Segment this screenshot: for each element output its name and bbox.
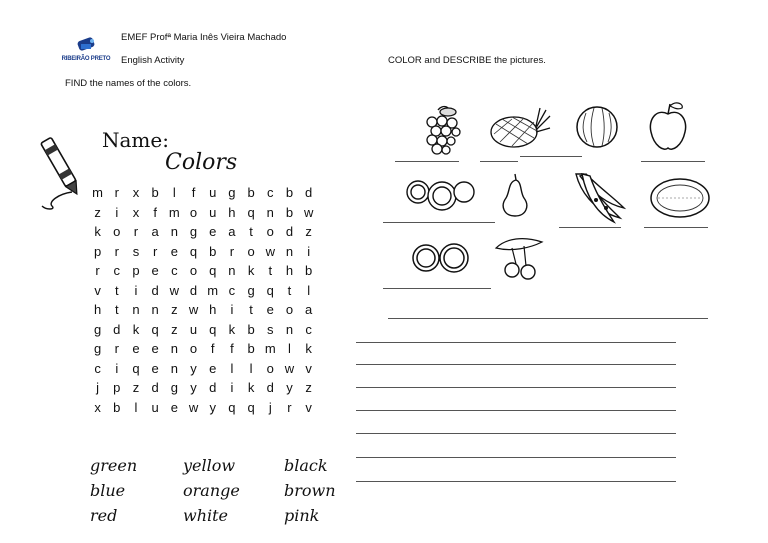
grid-letter[interactable]: n <box>170 360 178 376</box>
grid-row <box>88 339 318 359</box>
label-line-apple[interactable] <box>641 161 705 162</box>
grid-letter[interactable]: m <box>207 282 219 298</box>
grid-letter[interactable]: c <box>305 321 312 337</box>
grid-letter[interactable]: o <box>113 224 121 239</box>
cherries-icon <box>490 234 546 282</box>
word-search-grid <box>88 183 318 417</box>
grid-letter[interactable]: b <box>209 243 217 259</box>
grid-letter[interactable]: r <box>114 341 119 356</box>
crayon-icon <box>38 132 88 214</box>
grapes-icon <box>418 104 468 158</box>
lime-icon <box>410 240 472 276</box>
grid-letter[interactable]: w <box>303 204 314 220</box>
grid-letter[interactable]: z <box>305 224 312 239</box>
grid-letter[interactable]: b <box>285 185 294 200</box>
grid-letter[interactable]: b <box>285 204 294 220</box>
description-line[interactable] <box>356 433 676 434</box>
grid-letter[interactable]: q <box>189 243 198 259</box>
grid-letter[interactable]: o <box>266 224 274 239</box>
grid-letter[interactable]: j <box>96 380 100 395</box>
instruction-right: COLOR and DESCRIBE the pictures. <box>388 55 546 66</box>
grid-letter[interactable]: b <box>247 341 255 356</box>
description-line[interactable] <box>356 481 676 482</box>
grid-letter[interactable]: m <box>168 204 180 220</box>
grid-letter[interactable]: v <box>305 399 312 415</box>
label-line-orange-slices[interactable] <box>383 222 495 223</box>
word-yellow: yellow <box>183 456 236 475</box>
grid-letter[interactable]: e <box>266 302 274 317</box>
grid-letter[interactable]: w <box>265 243 275 259</box>
grid-letter[interactable]: x <box>94 399 101 415</box>
puzzle-title: Colors <box>165 150 238 175</box>
grid-letter[interactable]: n <box>285 243 294 259</box>
description-line[interactable] <box>356 410 676 411</box>
grid-letter[interactable]: q <box>247 399 255 415</box>
grid-letter[interactable]: t <box>114 282 119 298</box>
grid-letter[interactable]: f <box>210 341 215 356</box>
grid-letter[interactable]: c <box>171 263 178 278</box>
grid-letter[interactable]: k <box>132 321 140 337</box>
grid-letter[interactable]: a <box>151 224 159 239</box>
grid-letter[interactable]: a <box>305 302 313 317</box>
grid-row <box>88 398 318 418</box>
grid-letter[interactable]: r <box>152 243 158 259</box>
grid-letter[interactable]: z <box>132 380 140 395</box>
grid-letter[interactable]: n <box>266 204 274 220</box>
grid-letter[interactable]: o <box>285 302 294 317</box>
grid-letter[interactable]: q <box>247 204 255 220</box>
grid-letter[interactable]: l <box>134 399 138 415</box>
grid-letter[interactable]: e <box>170 399 178 415</box>
word-white: white <box>183 506 229 525</box>
grid-letter[interactable]: s <box>267 321 274 337</box>
grid-letter[interactable]: g <box>170 380 178 395</box>
label-line-grapes[interactable] <box>395 161 459 162</box>
grid-letter[interactable]: n <box>151 302 159 317</box>
word-brown: brown <box>284 481 336 500</box>
name-label: Name: <box>102 128 169 152</box>
banana-icon <box>570 170 628 224</box>
grid-letter[interactable]: d <box>113 321 121 337</box>
grid-letter[interactable]: p <box>113 380 121 395</box>
grid-letter[interactable]: e <box>151 263 159 278</box>
grid-letter[interactable]: l <box>172 185 176 200</box>
label-line-lime[interactable] <box>383 288 491 289</box>
grid-letter[interactable]: s <box>132 243 140 259</box>
grid-letter[interactable]: q <box>209 321 217 337</box>
grid-letter[interactable]: z <box>94 204 101 220</box>
grid-letter[interactable]: g <box>189 224 198 239</box>
logo-text: RIBEIRÃO PRETO <box>61 56 111 62</box>
description-line[interactable] <box>356 457 676 458</box>
label-line-pineapple[interactable] <box>480 161 518 162</box>
grid-letter[interactable]: o <box>189 263 198 278</box>
grid-letter[interactable]: r <box>133 224 139 239</box>
grid-letter[interactable]: r <box>287 399 292 415</box>
grid-letter[interactable]: f <box>153 204 157 220</box>
grid-letter[interactable]: o <box>266 360 274 376</box>
subject-label: English Activity <box>121 55 185 66</box>
grid-letter[interactable]: c <box>267 185 274 200</box>
grid-letter[interactable]: b <box>247 185 255 200</box>
description-line[interactable] <box>356 364 676 365</box>
grid-letter[interactable]: o <box>247 243 255 259</box>
label-line-melon[interactable] <box>644 227 708 228</box>
grid-letter[interactable]: d <box>151 380 159 395</box>
watermelon-icon <box>574 104 620 150</box>
word-pink: pink <box>284 506 320 525</box>
grid-letter[interactable]: w <box>169 282 180 298</box>
grid-letter[interactable]: w <box>188 302 199 317</box>
grid-letter[interactable]: i <box>230 380 234 395</box>
grid-letter[interactable]: z <box>171 321 178 337</box>
grid-letter[interactable]: b <box>151 185 159 200</box>
grid-letter[interactable]: b <box>305 263 313 278</box>
grid-letter[interactable]: y <box>286 380 293 395</box>
grid-letter[interactable]: j <box>268 399 272 415</box>
grid-letter[interactable]: h <box>209 302 217 317</box>
grid-letter[interactable]: f <box>191 185 196 200</box>
grid-letter[interactable]: y <box>190 380 197 395</box>
grid-letter[interactable]: d <box>209 380 217 395</box>
grid-letter[interactable]: v <box>305 360 312 376</box>
instruction-left: FIND the names of the colors. <box>65 78 192 89</box>
grid-letter[interactable]: h <box>285 263 294 278</box>
grid-letter[interactable]: o <box>189 341 198 356</box>
grid-letter[interactable]: m <box>264 341 276 356</box>
grid-letter[interactable]: q <box>266 282 274 298</box>
grid-letter[interactable]: v <box>94 282 101 298</box>
school-name: EMEF Profª Maria Inês Vieira Machado <box>121 32 287 43</box>
grid-letter[interactable]: r <box>114 243 119 259</box>
orange-slices-icon <box>404 176 476 214</box>
grid-letter[interactable]: m <box>92 185 104 200</box>
description-line[interactable] <box>356 342 676 343</box>
grid-letter[interactable]: r <box>114 185 119 200</box>
grid-letter[interactable]: c <box>94 360 101 376</box>
grid-letter[interactable]: p <box>132 263 140 278</box>
description-line[interactable] <box>388 318 708 319</box>
grid-letter[interactable]: z <box>305 380 312 395</box>
label-line-watermelon[interactable] <box>520 156 582 157</box>
grid-letter[interactable]: q <box>228 399 236 415</box>
grid-letter[interactable]: h <box>228 204 236 220</box>
description-line[interactable] <box>356 387 676 388</box>
grid-letter[interactable]: d <box>266 380 274 395</box>
grid-letter[interactable]: e <box>132 341 140 356</box>
grid-letter[interactable]: d <box>305 185 313 200</box>
grid-letter[interactable]: w <box>188 399 199 415</box>
grid-letter[interactable]: u <box>209 204 217 220</box>
grid-letter[interactable]: k <box>247 380 255 395</box>
grid-letter[interactable]: i <box>307 243 311 259</box>
grid-row <box>88 281 318 301</box>
grid-letter[interactable]: h <box>93 302 102 317</box>
grid-row <box>88 222 318 242</box>
grid-letter[interactable]: g <box>247 282 255 298</box>
grid-row <box>88 320 318 340</box>
word-green: green <box>90 456 138 475</box>
grid-letter[interactable]: i <box>134 282 138 298</box>
school-logo <box>58 36 114 70</box>
grid-letter[interactable]: i <box>115 204 119 220</box>
grid-letter[interactable]: e <box>209 224 217 239</box>
grid-row <box>88 359 318 379</box>
grid-letter[interactable]: l <box>249 360 253 376</box>
grid-letter[interactable]: z <box>171 302 178 317</box>
grid-letter[interactable]: y <box>190 360 197 376</box>
grid-letter[interactable]: u <box>209 185 217 200</box>
grid-letter[interactable]: c <box>228 282 236 298</box>
grid-letter[interactable]: u <box>189 321 198 337</box>
grid-letter[interactable]: d <box>285 224 294 239</box>
grid-letter[interactable]: k <box>305 341 312 356</box>
grid-letter[interactable]: n <box>170 224 178 239</box>
grid-letter[interactable]: q <box>209 263 217 278</box>
grid-letter[interactable]: d <box>151 282 159 298</box>
grid-letter[interactable]: w <box>284 360 295 376</box>
grid-letter[interactable]: f <box>230 341 234 356</box>
grid-row <box>88 203 318 223</box>
grid-letter[interactable]: t <box>249 224 253 239</box>
label-line-banana[interactable] <box>559 227 621 228</box>
grid-letter[interactable]: g <box>228 185 236 200</box>
grid-letter[interactable]: t <box>287 282 292 298</box>
grid-row <box>88 300 318 320</box>
grid-letter[interactable]: e <box>170 243 178 259</box>
melon-icon <box>648 176 712 220</box>
grid-letter[interactable]: u <box>151 399 159 415</box>
grid-letter[interactable]: l <box>230 360 234 376</box>
grid-letter[interactable]: n <box>170 341 178 356</box>
grid-letter[interactable]: i <box>230 302 234 317</box>
grid-letter[interactable]: b <box>113 399 121 415</box>
word-orange: orange <box>183 481 240 500</box>
apple-icon <box>646 100 690 154</box>
grid-row <box>88 242 318 262</box>
grid-letter[interactable]: g <box>93 321 102 337</box>
grid-letter[interactable]: r <box>95 263 100 278</box>
word-black: black <box>284 456 328 475</box>
word-blue: blue <box>90 481 126 500</box>
grid-letter[interactable]: l <box>307 282 311 298</box>
grid-letter[interactable]: q <box>132 360 140 376</box>
grid-letter[interactable]: i <box>115 360 119 376</box>
grid-letter[interactable]: t <box>114 302 119 317</box>
grid-letter[interactable]: r <box>229 243 235 259</box>
grid-letter[interactable]: d <box>189 282 198 298</box>
grid-letter[interactable]: n <box>285 321 294 337</box>
grid-letter[interactable]: c <box>113 263 121 278</box>
grid-letter[interactable]: p <box>93 243 102 259</box>
grid-letter[interactable]: g <box>93 341 102 356</box>
grid-letter[interactable]: b <box>247 321 255 337</box>
pineapple-icon <box>488 104 552 154</box>
grid-letter[interactable]: o <box>189 204 198 220</box>
grid-letter[interactable]: n <box>132 302 140 317</box>
grid-letter[interactable]: k <box>228 321 236 337</box>
grid-letter[interactable]: k <box>247 263 255 278</box>
grid-letter[interactable]: e <box>151 360 159 376</box>
grid-row <box>88 183 318 203</box>
grid-row <box>88 378 318 398</box>
city-crest-icon <box>58 36 114 58</box>
grid-letter[interactable]: y <box>209 399 216 415</box>
grid-letter[interactable]: n <box>228 263 236 278</box>
grid-row <box>88 261 318 281</box>
grid-letter[interactable]: a <box>228 224 236 239</box>
grid-letter[interactable]: e <box>151 341 159 356</box>
grid-letter[interactable]: t <box>249 302 253 317</box>
grid-letter[interactable]: k <box>94 224 101 239</box>
pear-icon <box>498 170 532 218</box>
grid-letter[interactable]: t <box>268 263 273 278</box>
word-red: red <box>90 506 118 525</box>
grid-letter[interactable]: x <box>132 204 140 220</box>
grid-letter[interactable]: q <box>151 321 159 337</box>
grid-letter[interactable]: x <box>132 185 140 200</box>
grid-letter[interactable]: e <box>209 360 217 376</box>
grid-letter[interactable]: l <box>288 341 291 356</box>
